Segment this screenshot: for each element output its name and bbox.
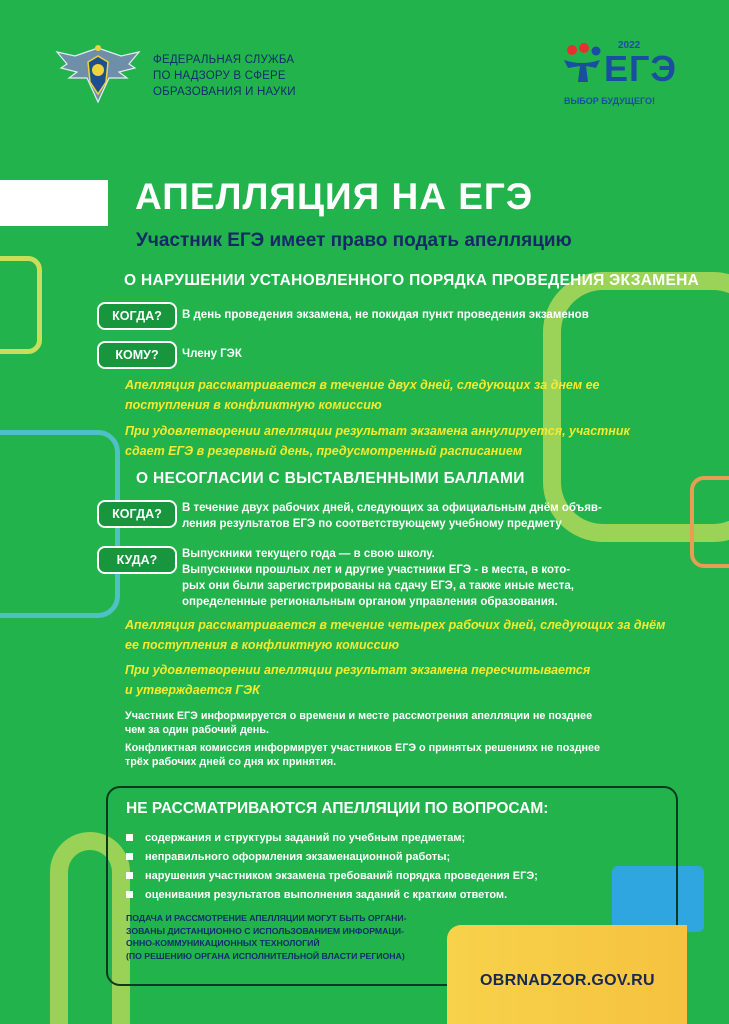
bullet-square-icon — [126, 853, 133, 860]
text-line: сдает ЕГЭ в резервный день, предусмотренный расписанием — [125, 444, 523, 458]
deco-frame-left-yellow — [0, 256, 42, 354]
bullet-square-icon — [126, 891, 133, 898]
bullet-square-icon — [126, 834, 133, 841]
list-item — [126, 885, 538, 904]
section1-heading: О НАРУШЕНИИ УСТАНОВЛЕННОГО ПОРЯДКА ПРОВЕДЕНИЯ ЭКЗАМЕНА — [124, 272, 700, 289]
section1-note-2 — [125, 421, 630, 461]
text-line: При удовлетворении апелляции результат экзамена аннулируется, участник — [125, 424, 630, 438]
text-line: Участник ЕГЭ информируется о времени и месте рассмотрения апелляции не позднее — [125, 710, 593, 722]
agency-name — [153, 52, 296, 100]
page-title: АПЕЛЛЯЦИЯ НА ЕГЭ — [135, 176, 534, 217]
label-pill-whom: КОМУ? — [97, 341, 177, 369]
bullet-square-icon — [126, 872, 133, 879]
section2-where-text — [182, 546, 574, 610]
label-pill-when: КОГДА? — [97, 500, 177, 528]
info-paragraph-1 — [125, 709, 592, 737]
website-link[interactable]: OBRNADZOR.GOV.RU — [480, 972, 655, 989]
text-line: Апелляция рассматривается в течение двух дней, следующих за днем ее — [125, 378, 600, 392]
text-line: и утверждается ГЭК — [125, 683, 260, 697]
text-line: ПОДАЧА И РАССМОТРЕНИЕ АПЕЛЛЯЦИИ МОГУТ БЫТЬ ОРГАНИ- — [126, 913, 407, 923]
list-item — [126, 866, 538, 885]
ege-year: 2022 — [618, 40, 641, 51]
text-line: При удовлетворении апелляции результат экзамена пересчитывается — [125, 663, 591, 677]
text-line: чем за один рабочий день. — [125, 724, 269, 736]
agency-line: ОБРАЗОВАНИЯ И НАУКИ — [153, 86, 296, 98]
text-line: рых они были зарегистрированы на сдачу ЕГЭ, а также иные места, — [182, 580, 574, 592]
text-line: Выпускники прошлых лет и другие участники ЕГЭ - в места, в кото- — [182, 564, 571, 576]
text-line: ее поступления в конфликтную комиссию — [125, 638, 400, 652]
text-line: (ПО РЕШЕНИЮ ОРГАНА ИСПОЛНИТЕЛЬНОЙ ВЛАСТИ РЕГИОНА) — [126, 950, 405, 961]
list-item — [126, 828, 538, 847]
remote-note — [126, 912, 407, 962]
ege-slogan: ВЫБОР БУДУЩЕГО! — [564, 96, 655, 106]
label-pill-where: КУДА? — [97, 546, 177, 574]
text-line: Конфликтная комиссия информирует участников ЕГЭ о принятых решениях не позднее — [125, 742, 601, 754]
text-line: Выпускники текущего года — в свою школу. — [182, 548, 435, 560]
text-line: трёх рабочих дней со дня их принятия. — [125, 756, 337, 768]
text-line: ЗОВАНЫ ДИСТАНЦИОННО С ИСПОЛЬЗОВАНИЕМ ИНФОРМАЦИ- — [126, 925, 404, 936]
section1-note-1 — [125, 375, 600, 415]
text-line: поступления в конфликтную комиссию — [125, 398, 382, 412]
deco-frame-right-small — [690, 476, 729, 568]
section2-when-text — [182, 500, 602, 532]
text-line: В течение двух рабочих дней, следующих за официальным днём объяв- — [182, 502, 602, 514]
list-item-text: оценивания результатов выполнения заданий с кратким ответом. — [145, 888, 508, 901]
section2-heading: О НЕСОГЛАСИИ С ВЫСТАВЛЕННЫМИ БАЛЛАМИ — [136, 470, 525, 487]
list-item — [126, 847, 538, 866]
list-item-text: содержания и структуры заданий по учебным предметам; — [145, 831, 466, 844]
text-line: ления результатов ЕГЭ по соответствующему учебному предмету — [182, 518, 562, 530]
agency-line: ПО НАДЗОРУ В СФЕРЕ — [153, 70, 286, 82]
not-considered-list — [126, 828, 538, 904]
list-item-text: нарушения участником экзамена требований порядка проведения ЕГЭ; — [145, 869, 538, 882]
not-considered-heading: НЕ РАССМАТРИВАЮТСЯ АПЕЛЛЯЦИИ ПО ВОПРОСАМ: — [126, 800, 549, 817]
section2-note-1 — [125, 615, 665, 655]
ege-logo-text: ЕГЭ — [604, 48, 678, 89]
section1-when-text — [182, 307, 589, 323]
text-line: Члену ГЭК — [182, 348, 242, 360]
text-line: Апелляция рассматривается в течение четырех рабочих дней, следующих за днём — [125, 618, 666, 632]
page-subtitle: Участник ЕГЭ имеет право подать апелляцию — [136, 230, 572, 251]
emblem-icon — [55, 42, 141, 108]
text-line: ОННО-КОММУНИКАЦИОННЫХ ТЕХНОЛОГИЙ — [126, 938, 320, 948]
title-accent-bar — [0, 180, 108, 226]
info-paragraph-2 — [125, 741, 600, 769]
agency-line: ФЕДЕРАЛЬНАЯ СЛУЖБА — [153, 54, 295, 66]
text-line: определенные региональным органом управления образования. — [182, 596, 558, 608]
list-item-text: неправильного оформления экзаменационной работы; — [145, 850, 451, 863]
label-pill-when: КОГДА? — [97, 302, 177, 330]
section1-whom-text — [182, 346, 242, 362]
ege-figure-icon — [560, 42, 604, 86]
ege-logo — [560, 40, 680, 110]
section2-note-2 — [125, 660, 590, 700]
text-line: В день проведения экзамена, не покидая пункт проведения экзаменов — [182, 309, 589, 321]
